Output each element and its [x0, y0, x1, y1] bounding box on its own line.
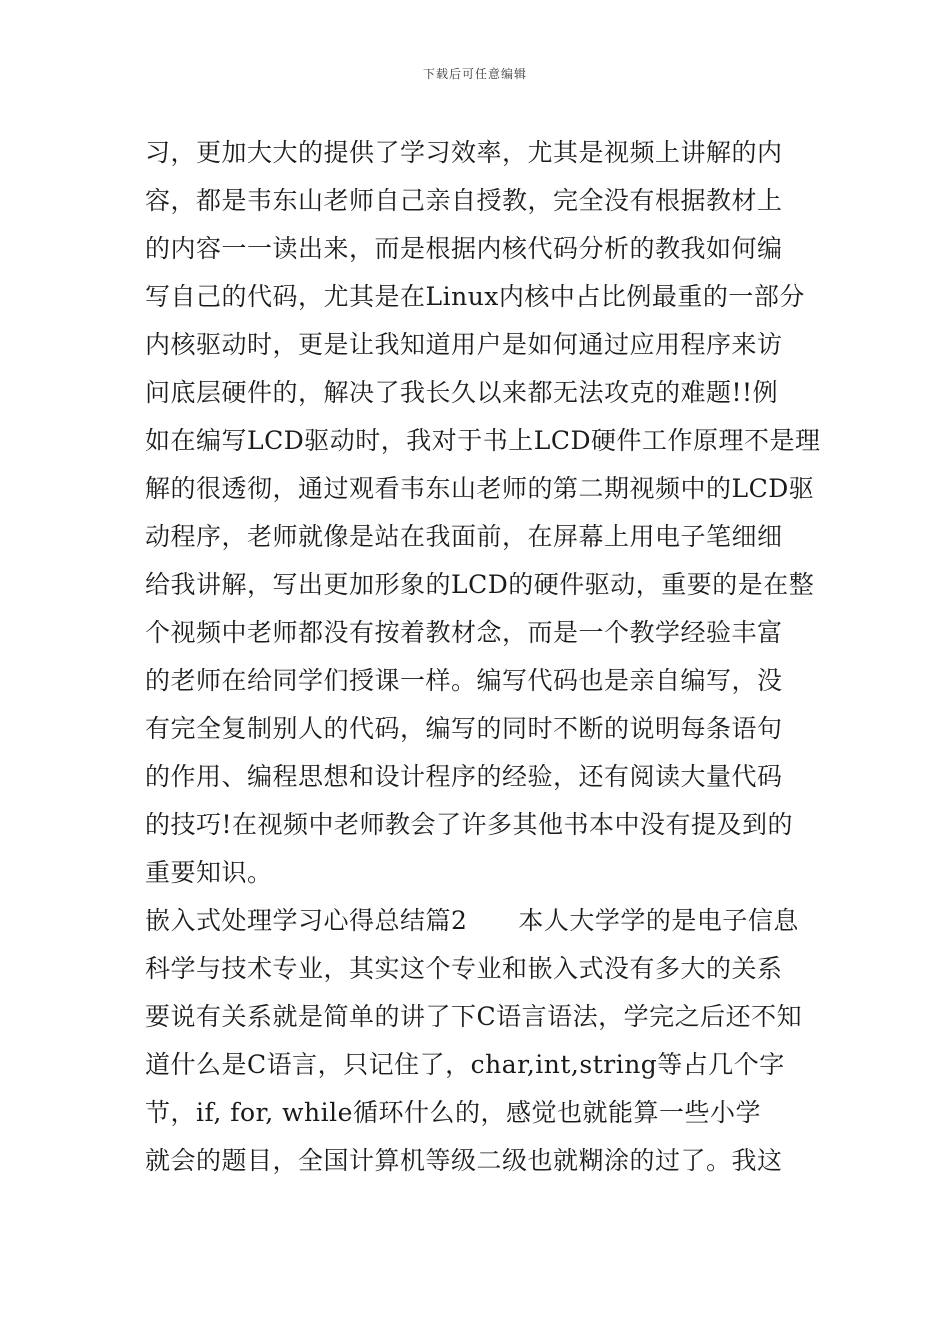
text-line: 重要知识。	[145, 858, 273, 887]
text-line: 写自己的代码，尤其是在Linux内核中占比例最重的一部分	[145, 282, 805, 311]
text-line: 科学与技术专业，其实这个专业和嵌入式没有多大的关系	[145, 954, 783, 983]
text-line: 的老师在给同学们授课一样。编写代码也是亲自编写，没	[145, 666, 783, 695]
text-line: 给我讲解，写出更加形象的LCD的硬件驱动，重要的是在整	[145, 570, 815, 599]
text-line: 个视频中老师都没有按着教材念，而是一个教学经验丰富	[145, 618, 783, 647]
text-line: 要说有关系就是简单的讲了下C语言语法，学完之后还不知	[145, 1002, 803, 1031]
text-line: 内核驱动时，更是让我知道用户是如何通过应用程序来访	[145, 330, 783, 359]
text-line: 的内容一一读出来，而是根据内核代码分析的教我如何编	[145, 234, 783, 263]
text-line: 问底层硬件的，解决了我长久以来都无法攻克的难题!!例	[145, 378, 779, 407]
text-line: 就会的题目，全国计算机等级二级也就糊涂的过了。我这	[145, 1146, 783, 1175]
text-line: 解的很透彻，通过观看韦东山老师的第二期视频中的LCD驱	[145, 474, 815, 503]
text-line: 如在编写LCD驱动时，我对于书上LCD硬件工作原理不是理	[145, 426, 821, 455]
text-line: 的作用、编程思想和设计程序的经验，还有阅读大量代码	[145, 762, 783, 791]
text-line: 道什么是C语言，只记住了，char,int,string等占几个字	[145, 1050, 785, 1079]
document-body	[145, 129, 825, 1185]
section-heading-line: 嵌入式处理学习心得总结篇2 本人大学学的是电子信息	[145, 906, 799, 935]
page-header: 下载后可任意编辑	[422, 67, 527, 81]
text-line: 习，更加大大的提供了学习效率，尤其是视频上讲解的内	[145, 138, 783, 167]
text-line: 容，都是韦东山老师自己亲自授教，完全没有根据教材上	[145, 186, 783, 215]
text-line: 动程序，老师就像是站在我面前，在屏幕上用电子笔细细	[145, 522, 783, 551]
text-line: 有完全复制别人的代码，编写的同时不断的说明每条语句	[145, 714, 783, 743]
text-line: 节，if, for, while循环什么的，感觉也就能算一些小学	[145, 1098, 761, 1127]
text-line: 的技巧!在视频中老师教会了许多其他书本中没有提及到的	[145, 810, 794, 839]
